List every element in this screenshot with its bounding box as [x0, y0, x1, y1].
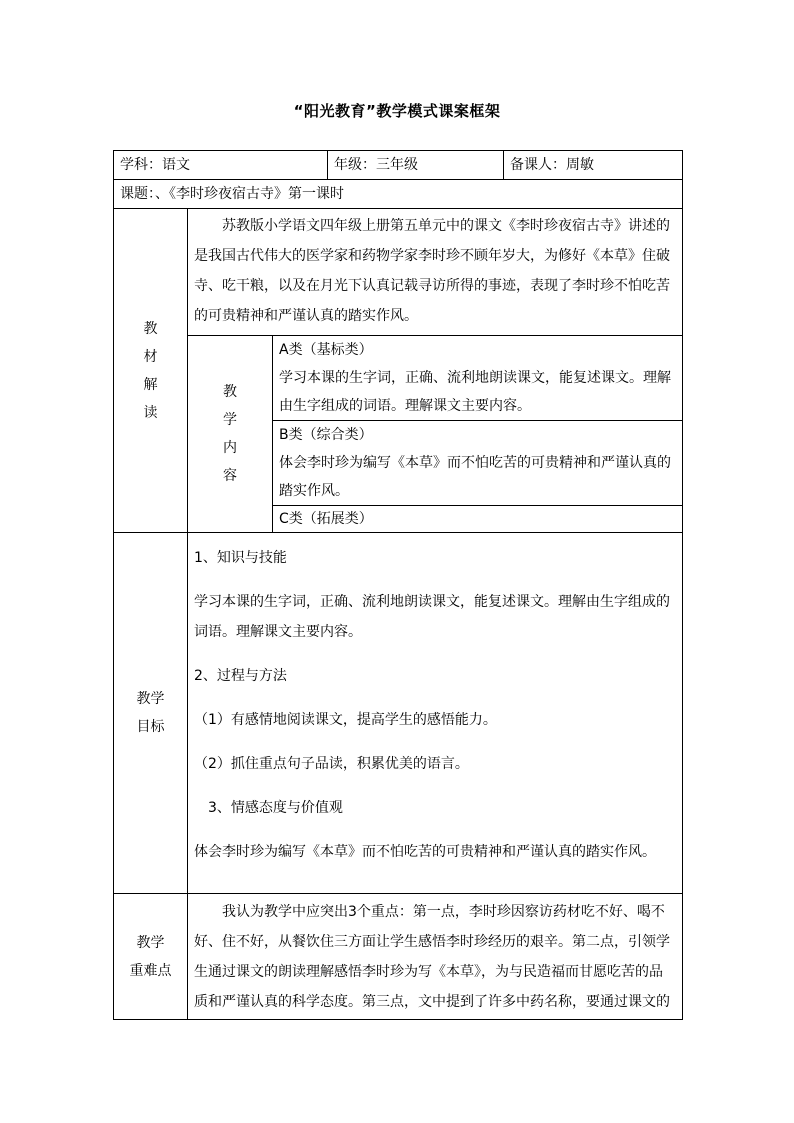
- content-label-char: 学: [223, 412, 237, 428]
- content-label-char: 内: [223, 440, 237, 456]
- topic-cell: 课题：、《李时珍夜宿古寺》第一课时: [114, 180, 683, 209]
- grade-cell: 年级：三年级: [328, 151, 504, 180]
- keypoints-label-line: 重难点: [129, 962, 172, 979]
- goal-item-1: （1）有感情地阅读课文，提高学生的感悟能力。: [194, 712, 497, 728]
- category-b-text: 体会李时珍为编写《本草》而不怕吃苦的可贵精神和严谨认真的踏实作风。: [279, 455, 671, 499]
- goals-label-line: 目标: [136, 719, 165, 735]
- keypoints-label-line: 教学: [136, 934, 165, 951]
- goals-label: [114, 533, 188, 894]
- category-a-text: 学习本课的生字词，正确、流利地朗读课文，能复述课文。理解由生字组成的词语。理解课文主要内容。: [279, 370, 671, 414]
- goals-row: [114, 533, 683, 894]
- material-label-char: 解: [143, 376, 158, 393]
- content-label-char: 教: [223, 384, 237, 400]
- preparer-cell: 备课人：周敏: [504, 151, 683, 180]
- header-row: [114, 151, 683, 180]
- material-label: [114, 209, 188, 533]
- goal-heading-3: 3、情感态度与价值观: [208, 800, 343, 816]
- material-label-char: 读: [143, 404, 158, 421]
- goal-heading-2: 2、过程与方法: [194, 668, 287, 684]
- goal-heading-1: 1、知识与技能: [194, 550, 287, 566]
- category-a-name: A类（基标类）: [279, 342, 373, 358]
- content-label: [188, 336, 273, 533]
- subject-cell: 学科：语文: [114, 151, 328, 180]
- category-a-row: [114, 336, 683, 421]
- material-paragraph: 苏教版小学语文四年级上册第五单元中的课文《李时珍夜宿古寺》讲述的是我国古代伟大的医学家和药物学家李时珍不顾年岁大，为修好《本草》住破寺、吃干粮，以及在月光下认真记载寻访所得的事迹，表现了李时珍不怕吃苦的可贵精神和严谨认真的踏实作风。: [194, 218, 670, 324]
- category-b-name: B类（综合类）: [279, 427, 373, 443]
- goal-text-1: 学习本课的生字词，正确、流利地朗读课文，能复述课文。理解由生字组成的词语。理解课文主要内容。: [194, 594, 670, 640]
- material-label-char: 教: [143, 320, 158, 337]
- content-label-char: 容: [223, 468, 237, 484]
- material-row: [114, 209, 683, 336]
- page-title: “阳光教育”教学模式课案框架: [293, 102, 501, 120]
- goal-item-2: （2）抓住重点句子品读，积累优美的语言。: [194, 756, 469, 772]
- lesson-plan-table: [113, 150, 683, 1020]
- keypoints-paragraph: 我认为教学中应突出3个重点：第一点，李时珍因察访药材吃不好、喝不好、住不好，从餐饮住三方面让学生感悟李时珍经历的艰辛。第二点，引领学生通过课文的朗读理解感悟李时珍为写《本草》，为与民造福而甘愿吃苦的品质和严谨认真的科学态度。第三点，文中提到了许多中药名称，要通过课文的: [194, 904, 670, 1010]
- goals-label-line: 教学: [136, 691, 165, 707]
- keypoints-label: [114, 894, 188, 1020]
- topic-row: [114, 180, 683, 209]
- keypoints-row: [114, 894, 683, 1020]
- material-label-char: 材: [143, 348, 158, 365]
- goal-text-3: 体会李时珍为编写《本草》而不怕吃苦的可贵精神和严谨认真的踏实作风。: [194, 844, 656, 860]
- category-c-name: C类（拓展类）: [279, 511, 373, 527]
